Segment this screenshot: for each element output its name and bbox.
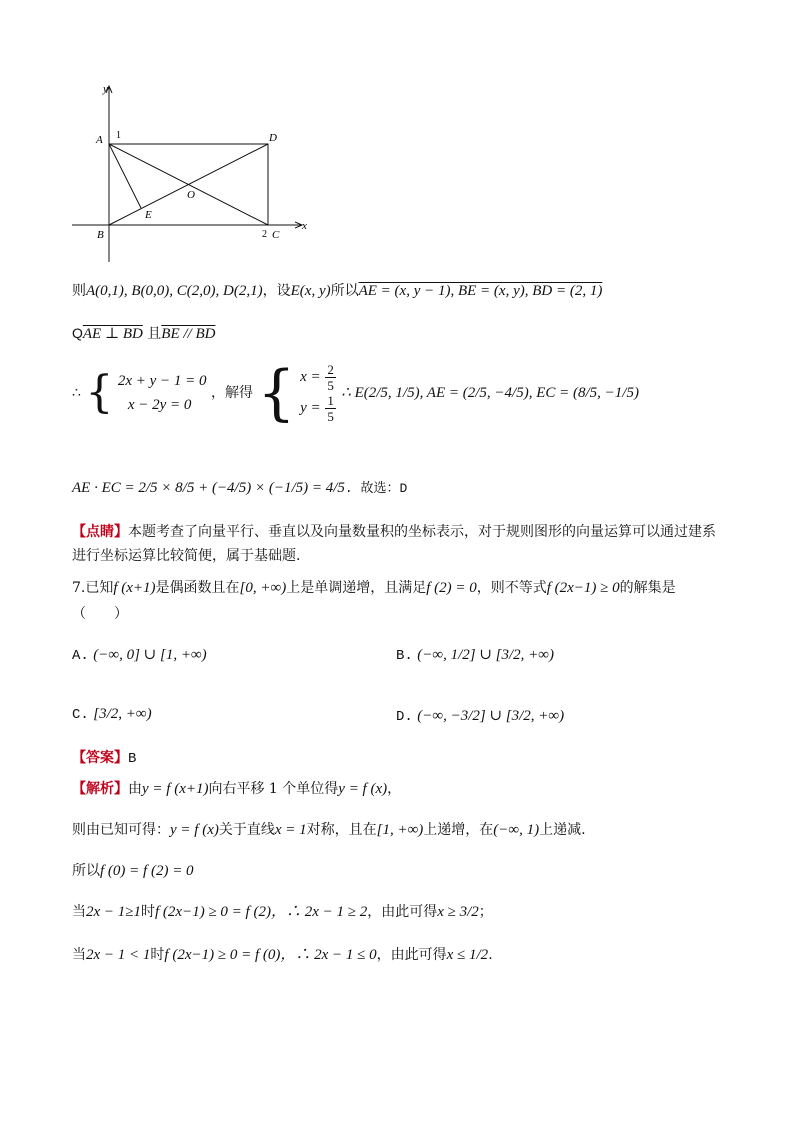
option-c[interactable]: C. [3/2, +∞) bbox=[72, 706, 152, 723]
coords-line: 则A(0,1), B(0,0), C(2,0), D(2,1)，设E(x, y)所以AE = (x, y − 1), BE = (x, y), BD = (2, 1) bbox=[72, 283, 603, 299]
label-a: A bbox=[96, 134, 103, 146]
analysis-line-1: 【解析】由y = f (x+1)向右平移 1 个单位得y = f (x)， bbox=[72, 781, 402, 797]
system-eq-2: x − 2y = 0 bbox=[127, 397, 192, 413]
label-d: D bbox=[269, 132, 277, 144]
question-7: 7.已知f (x+1)是偶函数且在[0, +∞)上是单调递增，且满足f (2) = 0，则不等式f (2x−1) ≥ 0的解集是 （ ） bbox=[72, 580, 676, 622]
system-eq-1: 2x + y − 1 = 0 bbox=[117, 373, 207, 389]
comment-tag: 【点睛】 bbox=[72, 524, 128, 540]
label-2: 2 bbox=[262, 229, 267, 240]
label-y: y bbox=[103, 83, 108, 95]
analysis-line-2: 则由已知可得：y = f (x)关于直线x = 1对称，且在[1, +∞)上递增，在(−∞, 1)上递减. bbox=[72, 822, 586, 838]
option-a[interactable]: A. (−∞, 0] ∪ [1, +∞) bbox=[72, 647, 207, 664]
segment-ae bbox=[109, 144, 141, 208]
analysis-line-5: 当2x − 1 < 1时f (2x−1) ≥ 0 = f (0)，∴ 2x − 1 ≤ 0，由此可得x ≤ 1/2. bbox=[72, 947, 493, 963]
comment-block: 【点睛】本题考查了向量平行、垂直以及向量数量积的坐标表示，对于规则图形的向量运算可以通过建系 进行坐标运算比较简便，属于基础题. bbox=[72, 524, 716, 564]
label-e: E bbox=[145, 209, 152, 221]
option-d[interactable]: D. (−∞, −3/2] ∪ [3/2, +∞) bbox=[396, 708, 565, 725]
analysis-tag: 【解析】 bbox=[72, 781, 128, 797]
analysis-line-4: 当2x − 1≥1时f (2x−1) ≥ 0 = f (2)，∴ 2x − 1 ≥ 2，由此可得x ≥ 3/2； bbox=[72, 904, 493, 920]
option-b[interactable]: B. (−∞, 1/2] ∪ [3/2, +∞) bbox=[396, 647, 554, 664]
rectangle-figure bbox=[66, 80, 316, 265]
answer-value: B bbox=[128, 751, 137, 767]
answer-tag: 【答案】 bbox=[72, 750, 128, 766]
perp-line: QAE ⊥ BD 且BE // BD bbox=[72, 325, 216, 342]
label-o: O bbox=[187, 189, 195, 201]
label-b: B bbox=[97, 229, 104, 241]
system-line: ∴ { 2x + y − 1 = 0 x − 2y = 0 ，解得 { x = $\frac{2}{5}$ y = $\frac{1}{5}$ ∴ E(2/5, 1/5), AE = (2/5, −4/5), EC = (8/5, −1/5) bbox=[72, 358, 639, 428]
coords-math: A(0,1), B(0,0), C(2,0), D(2,1) bbox=[86, 283, 263, 299]
label-c: C bbox=[272, 229, 280, 241]
vectors-math: AE = (x, y − 1), BE = (x, y), BD = (2, 1) bbox=[358, 283, 603, 299]
analysis-line-3: 所以f (0) = f (2) = 0 bbox=[72, 863, 194, 879]
e-value: ∴ E(2/5, 1/5), AE = (2/5, −4/5), EC = (8/5, −1/5) bbox=[341, 385, 639, 401]
answer-line bbox=[72, 748, 136, 769]
dot-product-line: AE · EC = 2/5 × 8/5 + (−4/5) × (−1/5) = 4/5. 故选：D bbox=[72, 480, 408, 496]
label-1: 1 bbox=[116, 130, 121, 141]
label-x: x bbox=[302, 220, 307, 232]
